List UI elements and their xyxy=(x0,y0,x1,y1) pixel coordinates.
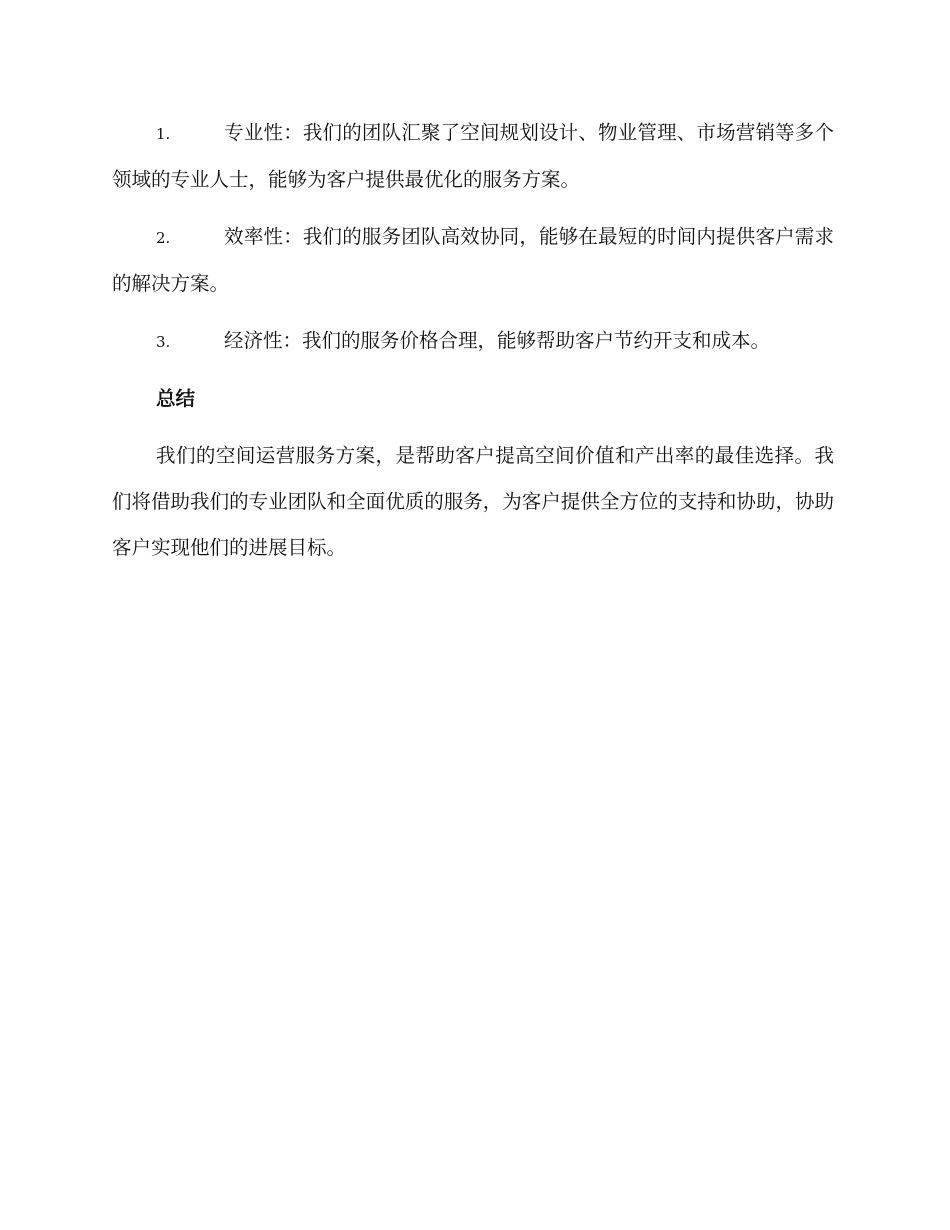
list-item-text: 效率性：我们的服务团队高效协同，能够在最短的时间内提供客户需求的解决方案。 xyxy=(112,225,834,295)
list-item xyxy=(112,110,834,203)
list-item xyxy=(112,318,834,365)
list-item-number: 1. xyxy=(156,125,171,143)
section-heading: 总结 xyxy=(156,387,196,410)
list-item-text: 经济性：我们的服务价格合理，能够帮助客户节约开支和成本。 xyxy=(224,329,771,352)
list-item xyxy=(112,214,834,307)
list-item-number: 2. xyxy=(156,229,171,247)
document-page xyxy=(112,110,834,571)
list-item-text: 专业性：我们的团队汇聚了空间规划设计、物业管理、市场营销等多个领域的专业人士，能够为客户提供最优化的服务方案。 xyxy=(112,121,834,191)
list-item-number: 3. xyxy=(156,333,171,351)
summary-paragraph: 我们的空间运营服务方案，是帮助客户提高空间价值和产出率的最佳选择。我们将借助我们的专业团队和全面优质的服务，为客户提供全方位的支持和协助，协助客户实现他们的进展目标。 xyxy=(112,444,834,559)
